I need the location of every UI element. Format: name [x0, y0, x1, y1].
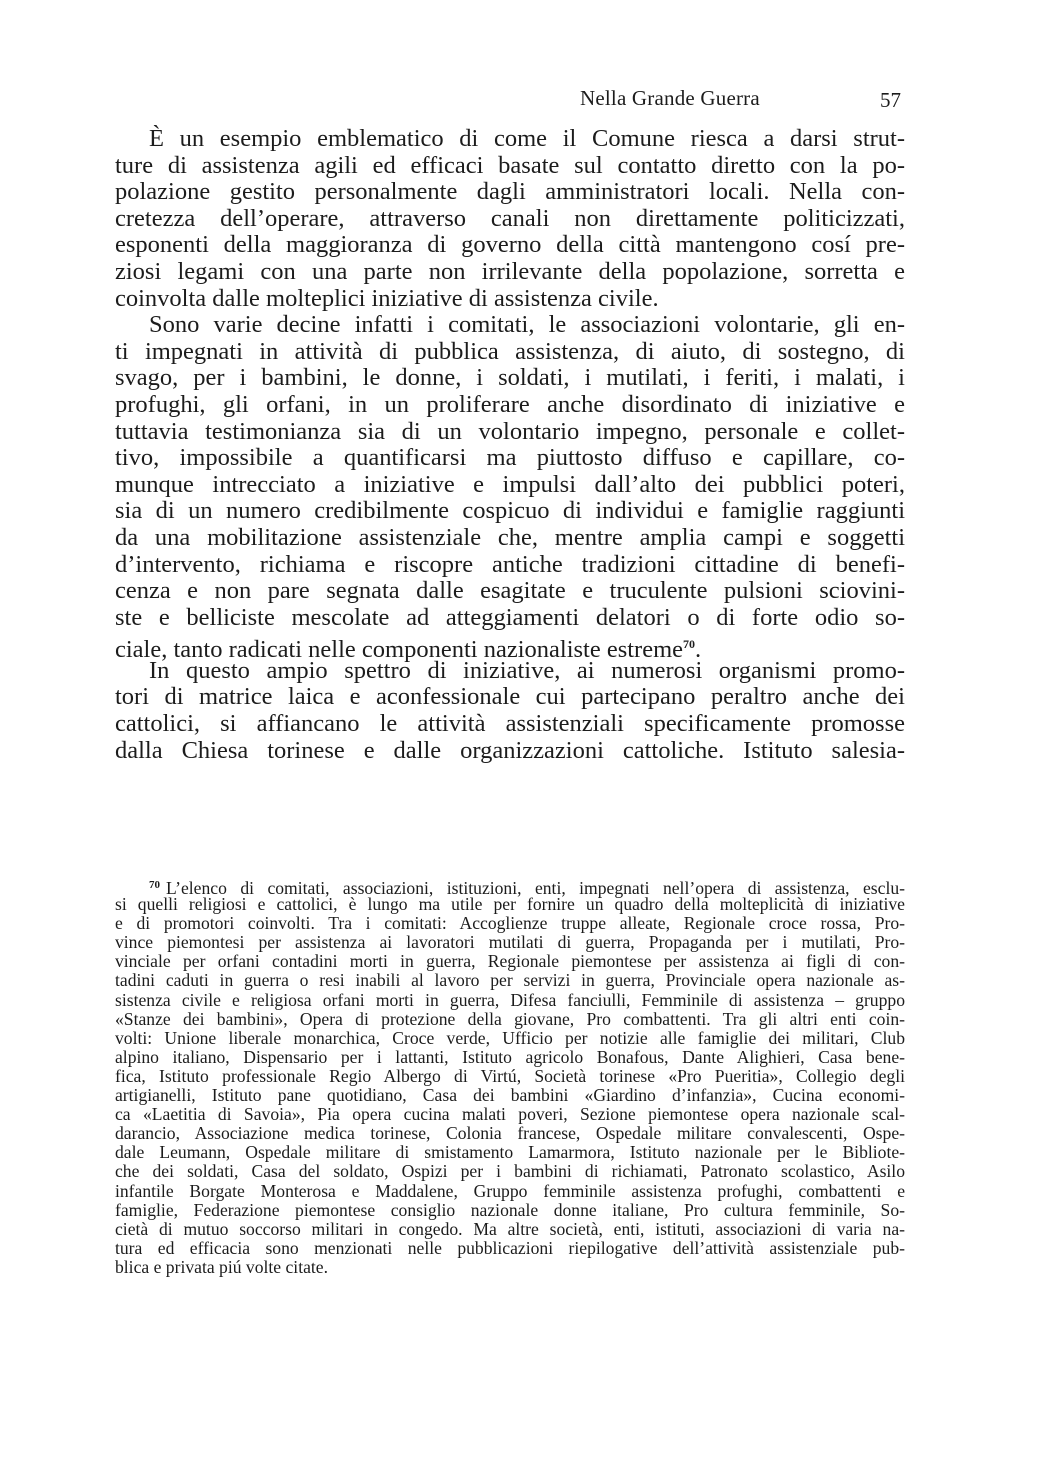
footnote-line: tadini caduti in guerra o resi inabili al lavoro per servizi in guerra, Provinciale opera nazionale as-: [115, 970, 905, 991]
body-line: cenza e non pare segnata dalle esagitate e truculente pulsioni sciovini-: [115, 577, 905, 605]
body-line: ti impegnati in attività di pubblica assistenza, di aiuto, di sostegno, di: [115, 337, 905, 365]
footnote-line: blica e privata piú volte citate.: [115, 1256, 328, 1277]
body-line: È un esempio emblematico di come il Comune riesca a darsi strut-: [149, 125, 905, 152]
footnote-line: e di promotori coinvolti. Tra i comitati: Accoglienze truppe alleate, Regionale croce rossa, Pro-: [115, 913, 905, 934]
footnote-line: che dei soldati, Casa del soldato, Ospizi per i bambini di richiamati, Patronato scolastico, Asilo: [115, 1161, 905, 1182]
footnote: [115, 876, 905, 1277]
body-line: esponenti della maggioranza di governo della città mantengono cosí pre-: [115, 231, 905, 259]
footnote-line: fica, Istituto professionale Regio Albergo di Virtú, Società torinese «Pro Pueritia», Collegio degli: [115, 1065, 905, 1086]
body-line-text: ciale, tanto radicati nelle componenti nazionaliste estreme: [115, 636, 684, 664]
body-line: In questo ampio spettro di iniziative, ai numerosi organismi promo-: [149, 656, 905, 684]
body-line: ture di assistenza agili ed efficaci basate sul contatto diretto con la po-: [115, 151, 905, 179]
footnote-line: alpino italiano, Dispensario per i lattanti, Istituto agricolo Bonafous, Dante Alighieri, Casa bene-: [115, 1046, 905, 1067]
footnote-line: dale Leumann, Ospedale militare di smistamento Lamarmora, Istituto nazionale per le Bibliote-: [115, 1142, 905, 1163]
body-line: polazione gestito personalmente dagli amministratori locali. Nella con-: [115, 178, 905, 206]
body-line: coinvolta dalle molteplici iniziative di assistenza civile.: [115, 284, 659, 312]
body-line: dalla Chiesa torinese e dalle organizzazioni cattoliche. Istituto salesia-: [115, 736, 905, 764]
footnote-line: vinciale per orfani contadini morti in guerra, Regionale piemontese per assistenza ai figli di con-: [115, 951, 905, 972]
page-number: 57: [880, 88, 901, 112]
body-line: profughi, gli orfani, in un proliferare anche disordinato di iniziative e: [115, 390, 905, 418]
footnote-line: volti: Unione liberale monarchica, Croce verde, Ufficio per notizie alle famiglie dei militari, Club: [115, 1027, 905, 1048]
body-line-with-footnote-ref: [115, 631, 905, 664]
footnote-number: 70: [149, 879, 160, 891]
body-line: cattolici, si affiancano le attività assistenziali specificamente promosse: [115, 710, 905, 738]
footnote-reference[interactable]: 70: [683, 637, 696, 652]
footnote-line: artigianelli, Istituto pane quotidiano, Casa dei bambini «Giardino d’infanzia», Cucina economi-: [115, 1085, 905, 1106]
footnote-line: infantile Borgate Monterosa e Maddalene, Gruppo femminile assistenza profughi, combattenti e: [115, 1180, 905, 1201]
body-line: Sono varie decine infatti i comitati, le associazioni volontarie, gli en-: [149, 311, 905, 339]
footnote-line-text: L’elenco di comitati, associazioni, istituzioni, enti, impegnati nell’opera di assistenza, esclu-: [166, 878, 905, 898]
body-text: [115, 126, 905, 764]
footnote-line: darancio, Associazione medica torinese, Colonia francese, Ospedale militare convalescenti, Ospe-: [115, 1123, 905, 1144]
footnote-line: famiglie, Federazione piemontese consiglio nazionale donne italiane, Pro cultura femminile, So-: [115, 1199, 905, 1220]
body-line: munque intrecciato a iniziative e impulsi dall’alto dei pubblici poteri,: [115, 470, 905, 498]
line-end-punctuation: .: [695, 636, 702, 664]
footnote-line: [115, 876, 905, 898]
footnote-line: si quelli religiosi e cattolici, è lungo ma utile per fornire un quadro della molteplicità di iniziative: [115, 894, 905, 915]
body-line: tivo, impossibile a quantificarsi ma piuttosto diffuso e capillare, co-: [115, 444, 905, 472]
body-line: ziosi legami con una parte non irrilevante della popolazione, sorretta e: [115, 257, 905, 285]
body-line: tori di matrice laica e aconfessionale cui partecipano peraltro anche dei: [115, 683, 905, 711]
body-line: svago, per i bambini, le donne, i soldati, i mutilati, i feriti, i malati, i: [115, 364, 905, 392]
body-line: tuttavia testimonianza sia di un volontario impegno, personale e collet-: [115, 417, 905, 445]
footnote-line: cietà di mutuo soccorso militari in congedo. Ma altre società, enti, istituti, associazioni di varia na-: [115, 1218, 905, 1239]
body-line: da una mobilitazione assistenziale che, mentre amplia campi e soggetti: [115, 523, 905, 551]
footnote-line: vince piemontesi per assistenza ai lavoratori mutilati di guerra, Propaganda per i mutilati, Pro-: [115, 932, 905, 953]
footnote-line: ca «Laetitia di Savoia», Pia opera cucina malati poveri, Sezione piemontese opera nazionale scal-: [115, 1104, 905, 1125]
footnote-line: tura ed efficacia sono menzionati nelle pubblicazioni riepilogative dell’attività assistenziale pub-: [115, 1237, 905, 1258]
running-head: Nella Grande Guerra: [580, 86, 760, 110]
footnote-line: «Stanze dei bambini», Opera di protezione della giovane, Pro combattenti. Tra gli altri enti coin-: [115, 1008, 905, 1029]
body-line: sia di un numero credibilmente cospicuo di individui e famiglie raggiunti: [115, 497, 905, 525]
body-line: d’intervento, richiama e riscopre antiche tradizioni cittadine di benefi-: [115, 550, 905, 578]
footnote-line: sistenza civile e religiosa orfani morti in guerra, Difesa fanciulli, Femminile di assistenza – gruppo: [115, 989, 905, 1010]
body-line: ste e belliciste mescolate ad atteggiamenti delatori o di forte odio so-: [115, 603, 905, 631]
body-line: cretezza dell’operare, attraverso canali non direttamente politicizzati,: [115, 204, 905, 232]
